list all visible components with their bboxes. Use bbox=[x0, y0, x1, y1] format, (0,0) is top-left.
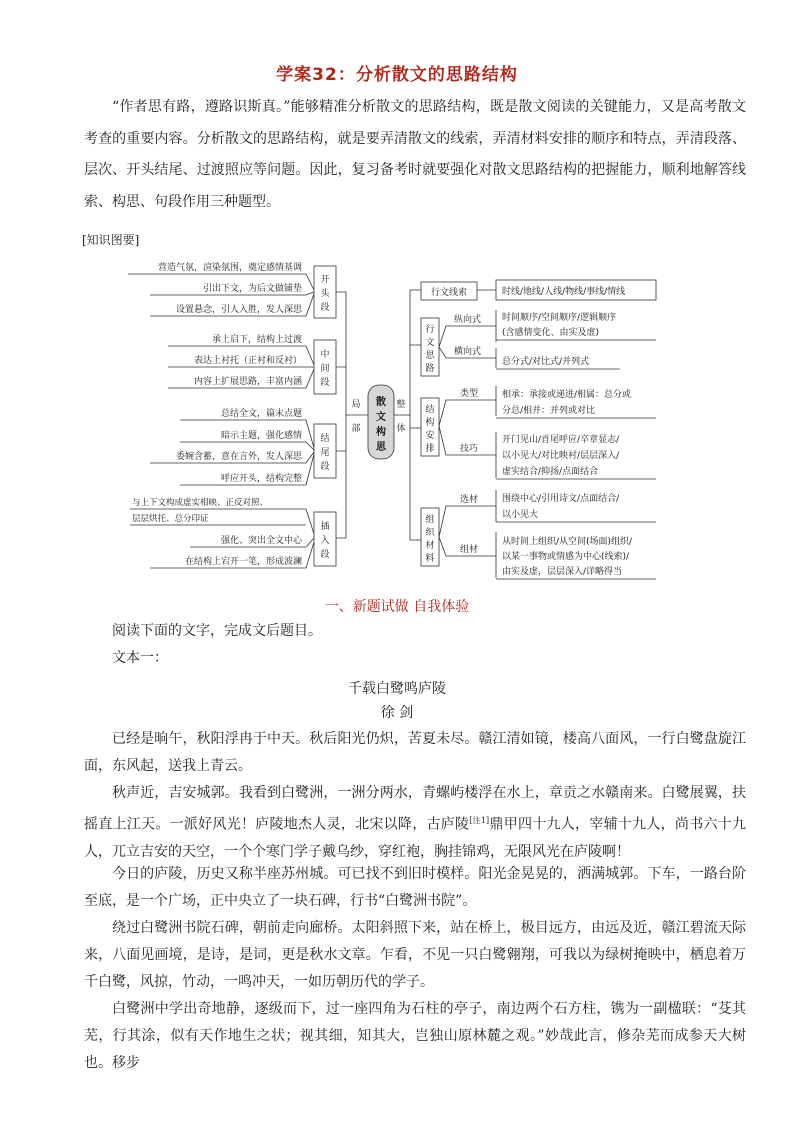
branch-opening bbox=[128, 261, 336, 318]
article-paragraph-4: 绕过白鹭洲书院石碑，朝前走向廊桥。太阳斜照下来，站在桥上，极目远方，由远及近，赣江碧流天际来，八面见画境，是诗，是词，更是秋水文章。乍看，不见一只白鹭翱翔，可我以为绿树掩映中，栖息着万千白鹭，风掠，竹动，一鸣冲天，一如历朝历代的学子。 bbox=[84, 920, 746, 990]
left-branch-label-2: 部 bbox=[351, 424, 361, 434]
node-ending-1: 结 bbox=[320, 434, 330, 444]
node-opening-1: 开 bbox=[320, 275, 330, 285]
right-branch-label-2: 体 bbox=[396, 424, 406, 434]
node-insert-1: 插 bbox=[320, 522, 330, 532]
branch-material bbox=[416, 490, 656, 579]
svg-text:构: 构 bbox=[425, 418, 435, 428]
node-middle-1: 中 bbox=[320, 350, 330, 360]
left-branch-label-1: 局 bbox=[351, 400, 361, 410]
svg-text:以小见大: 以小见大 bbox=[502, 510, 539, 520]
svg-text:组材: 组材 bbox=[460, 545, 479, 555]
leaf-text-cont: 层层烘托、总分印证 bbox=[132, 514, 209, 524]
center-char: 文 bbox=[376, 412, 386, 423]
leaf-text: 表达上衬托（正衬和反衬） bbox=[193, 356, 302, 366]
node-middle-2: 间 bbox=[320, 364, 330, 374]
svg-text:总分式/对比式/并列式: 总分式/对比式/并列式 bbox=[502, 357, 590, 367]
branch-insert bbox=[130, 497, 345, 568]
leaf-text: 承上启下，结构上过渡 bbox=[211, 335, 302, 345]
right-branch-label-1: 整 bbox=[396, 400, 406, 410]
node-opening-3: 段 bbox=[320, 303, 330, 313]
leaf-text: 内容上扩展思路，丰富内涵 bbox=[193, 377, 302, 387]
center-char: 散 bbox=[376, 397, 386, 408]
article-paragraph-3: 今日的庐陵，历史又称半座苏州城。可已找不到旧时模样。阳光金晃晃的，洒满城郭。下车，一路台阶至底，是一个广场，正中央立了一块石碑，行书“白鹭洲书院”。 bbox=[84, 866, 746, 909]
svg-text:虚实结合/抑扬/点面结合: 虚实结合/抑扬/点面结合 bbox=[502, 467, 599, 477]
svg-text:路: 路 bbox=[425, 364, 435, 374]
intro-paragraph: “作者思有路，遵路识斯真。”能够精准分析散文的思路结构，既是散文阅读的关键能力，又是高考散文考查的重要内容。分析散文的思路结构，就是要弄清散文的线索，弄清材料安排的顺序和特点，弄清段落、层次、开头结尾、过渡照应等问题。因此，复习备考时就要强化对散文思路结构的把握能力，顺利地解答线索、构思、句段作用三种题型。 bbox=[84, 99, 746, 210]
article-author: 徐 剑 bbox=[380, 705, 414, 721]
branch-structure bbox=[416, 386, 656, 479]
svg-text:材: 材 bbox=[425, 541, 435, 551]
leaf-text: 营造气氛，渲染氛围，奠定感情基调 bbox=[157, 263, 302, 273]
svg-text:以某一事物或情感为中心(线索)/: 以某一事物或情感为中心(线索)/ bbox=[502, 552, 630, 562]
svg-text:时间顺序/空间顺序/逻辑顺序: 时间顺序/空间顺序/逻辑顺序 bbox=[502, 313, 617, 323]
node-insert-3: 段 bbox=[320, 550, 330, 560]
node-middle-3: 段 bbox=[320, 378, 330, 388]
svg-text:织: 织 bbox=[425, 528, 435, 538]
svg-text:料: 料 bbox=[425, 554, 435, 564]
branch-middle bbox=[168, 333, 336, 394]
article-paragraph-2: 秋声近，吉安城郭。我看到白鹭洲，一洲分两水，青螺屿楼浮在水上，章贡之水赣南来。白鹭展翼，扶摇直上江天。一派好风光！庐陵地杰人灵，北宋以降，古庐陵[注1]鼎甲四十九人，宰辅十九人，尚书六十九人，兀立吉安的天空，一个个寒门学子戴乌纱，穿红袍，胸挂锦鸡，无限风光在庐陵啊！ bbox=[84, 785, 747, 860]
svg-text:文: 文 bbox=[425, 338, 435, 348]
svg-text:开门见山/首尾呼应/卒章显志/: 开门见山/首尾呼应/卒章显志/ bbox=[502, 435, 620, 445]
svg-text:(含感情变化、由实及虚): (含感情变化、由实及虚) bbox=[502, 328, 600, 338]
svg-text:以小见大/对比映衬/层层深入/: 以小见大/对比映衬/层层深入/ bbox=[502, 451, 620, 461]
knowledge-mindmap bbox=[110, 250, 670, 585]
svg-text:相承：承接或递进/相属：总分或: 相承：承接或递进/相属：总分或 bbox=[502, 390, 632, 400]
svg-text:从时间上组织/从空间(场面)组织/: 从时间上组织/从空间(场面)组织/ bbox=[502, 537, 633, 547]
knowledge-map-label: [知识图要] bbox=[82, 233, 140, 247]
leaf-text: 设置悬念，引人入胜，发人深思 bbox=[175, 305, 302, 315]
svg-text:排: 排 bbox=[425, 444, 435, 454]
center-char: 思 bbox=[376, 442, 386, 453]
article-paragraph-5: 白鹭洲中学出奇地静，逐级而下，过一座四角为石柱的亭子，南边两个石方柱，镌为一副楹联：“芟其芜，行其涂，似有天作地生之状；视其细，知其大，岂独山原林麓之观。”妙哉此言，修杂芜而成参天大树也。移步 bbox=[84, 1001, 746, 1071]
branch-clue bbox=[416, 280, 656, 300]
article-paragraph-1: 已经是晌午，秋阳浮冉于中天。秋后阳光仍炽，苦夏未尽。赣江清如镜，楼高八面风，一行白鹭盘旋江面，东风起，送我上青云。 bbox=[84, 731, 746, 774]
leaf-text: 暗示主题，强化感情 bbox=[220, 431, 302, 441]
node-ending-2: 尾 bbox=[320, 448, 330, 458]
leaf-text: 呼应开头，结构完整 bbox=[220, 474, 302, 484]
leaf-text: 总结全文，篇末点题 bbox=[220, 409, 302, 419]
leaf-text: 在结构上宕开一笔，形成波澜 bbox=[184, 557, 302, 567]
footnote-marker: [注1] bbox=[469, 816, 490, 825]
leaf-text: 委婉含蓄，意在言外，发人深思 bbox=[175, 452, 302, 462]
vertical-label: 纵向式 bbox=[454, 315, 482, 325]
svg-text:技巧: 技巧 bbox=[460, 444, 479, 454]
svg-text:思: 思 bbox=[425, 351, 435, 361]
svg-text:组: 组 bbox=[425, 515, 435, 525]
horizontal-label: 横向式 bbox=[454, 347, 482, 357]
leaf-text: 引出下文，为后文做铺垫 bbox=[202, 284, 302, 294]
node-ending-3: 段 bbox=[320, 462, 330, 472]
page-title: 学案32：分析散文的思路结构 bbox=[276, 65, 518, 85]
svg-text:类型: 类型 bbox=[460, 389, 479, 399]
branch-thought bbox=[416, 310, 656, 376]
text-label: 文本一： bbox=[112, 650, 168, 666]
svg-text:行: 行 bbox=[425, 325, 435, 335]
branch-ending bbox=[150, 407, 336, 485]
svg-text:结: 结 bbox=[425, 405, 435, 415]
svg-text:行文线索: 行文线索 bbox=[430, 288, 468, 298]
leaf-text: 强化、突出全文中心 bbox=[220, 536, 302, 546]
svg-text:围绕中心/引用诗文/点面结合/: 围绕中心/引用诗文/点面结合/ bbox=[502, 494, 620, 504]
svg-text:安: 安 bbox=[425, 431, 435, 441]
article-title: 千载白鹭鸣庐陵 bbox=[348, 681, 446, 697]
svg-text:分总/相并：并列或对比: 分总/相并：并列或对比 bbox=[502, 406, 596, 416]
leaf-text: 与上下文构成虚实相映、正反对照、 bbox=[132, 498, 269, 508]
section-heading: 一、新题试做 自我体验 bbox=[324, 599, 470, 615]
node-insert-2: 入 bbox=[320, 536, 330, 546]
node-opening-2: 头 bbox=[320, 289, 330, 299]
instruction-text: 阅读下面的文字，完成文后题目。 bbox=[112, 623, 322, 639]
center-char: 构 bbox=[376, 427, 386, 438]
svg-text:由实及虚，层层深入/详略得当: 由实及虚，层层深入/详略得当 bbox=[502, 567, 623, 577]
svg-text:时线/地线/人线/物线/事线/情线: 时线/地线/人线/物线/事线/情线 bbox=[502, 287, 626, 297]
svg-text:选材: 选材 bbox=[460, 495, 479, 505]
